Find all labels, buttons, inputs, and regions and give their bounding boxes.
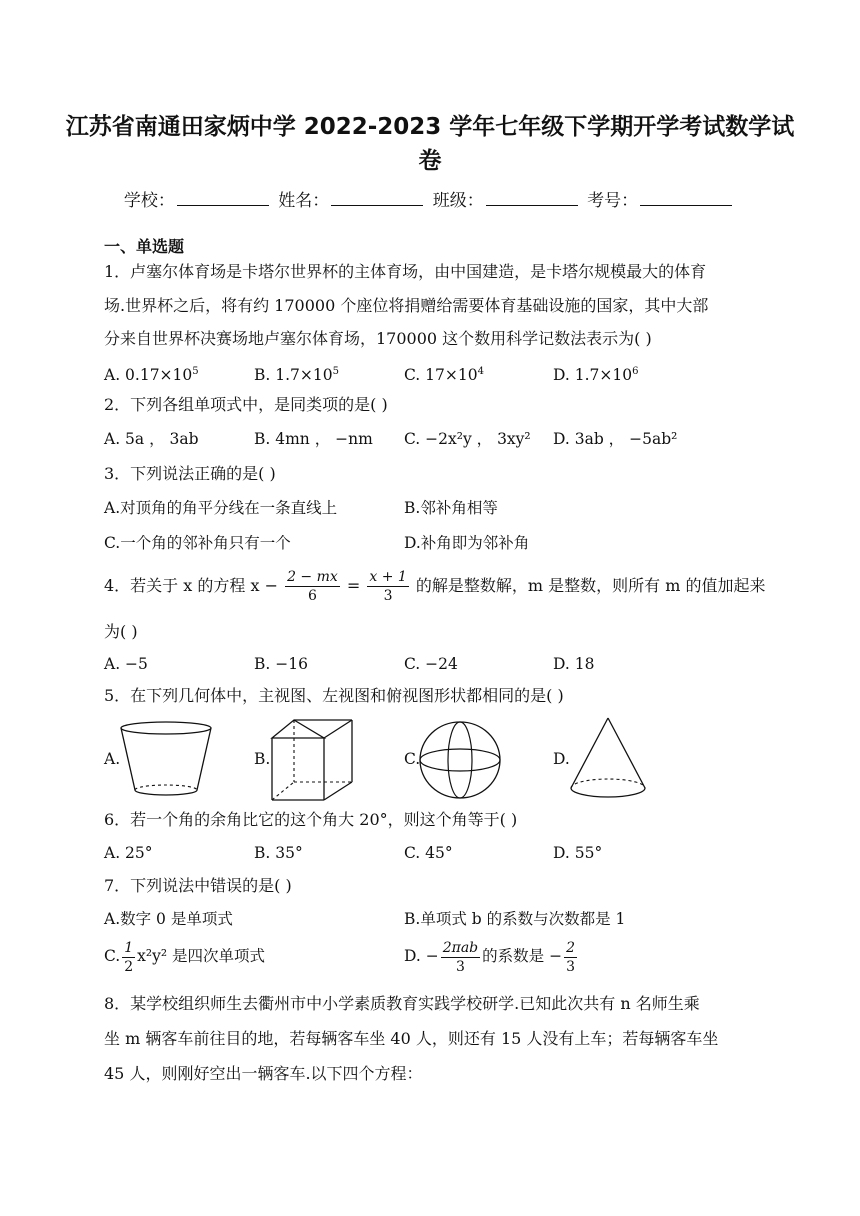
- q4-equals: =: [346, 576, 361, 595]
- exam-title-line-2: 卷: [418, 148, 442, 174]
- q4-option-d[interactable]: D. 18: [553, 655, 595, 673]
- q7-option-c-fraction: [122, 939, 135, 976]
- q4-fraction-2-numerator: x + 1: [369, 569, 407, 585]
- q2-stem: 2．下列各组单项式中，是同类项的是( ): [104, 395, 388, 414]
- q7-option-b[interactable]: B.单项式 b 的系数与次数都是 1: [404, 910, 626, 928]
- q3-option-d[interactable]: D.补角即为邻补角: [404, 534, 530, 552]
- q5-option-d[interactable]: D.: [553, 750, 570, 768]
- q3-option-a[interactable]: A.对顶角的角平分线在一条直线上: [104, 499, 338, 517]
- q8-stem-line-2: 坐 m 辆客车前往目的地，若每辆客车坐 40 人，则还有 15 人没有上车；若每辆客车坐: [104, 1029, 719, 1048]
- q4-stem-line-1: [104, 568, 766, 605]
- q1-option-d-exp: 6: [632, 366, 639, 377]
- q4-fraction-2-denominator: 3: [383, 588, 393, 604]
- q7-option-c-numerator: 1: [124, 939, 134, 956]
- q7-option-d[interactable]: [404, 938, 579, 976]
- q4-option-b[interactable]: B. −16: [254, 655, 308, 673]
- q1-option-b-exp: 5: [332, 366, 339, 377]
- q7-option-c-denominator: 2: [124, 958, 134, 975]
- q5-option-b[interactable]: B.: [254, 750, 271, 768]
- q8-stem-line-1: 8．某学校组织师生去衢州市中小学素质教育实践学校研学.已知此次共有 n 名师生乘: [104, 994, 700, 1013]
- class-blank[interactable]: [486, 191, 578, 206]
- exam-title-line-1: 江苏省南通田家炳中学 2022-2023 学年七年级下学期开学考试数学试: [65, 114, 795, 140]
- q2-option-a[interactable]: A. 5a ， 3ab: [104, 430, 199, 448]
- q7-option-d-fraction-1: [441, 939, 480, 976]
- q7-option-c[interactable]: [104, 938, 265, 976]
- q6-option-d[interactable]: D. 55°: [553, 844, 603, 862]
- q1-stem-line-1: 1．卢塞尔体育场是卡塔尔世界杯的主体育场，由中国建造，是卡塔尔规模最大的体育: [104, 262, 707, 281]
- q3-option-c[interactable]: C.一个角的邻补角只有一个: [104, 534, 291, 552]
- q6-option-b[interactable]: B. 35°: [254, 844, 303, 862]
- q7-option-d-text: 的系数是 −: [482, 947, 563, 965]
- q7-option-d-denominator-2: 3: [566, 958, 575, 975]
- q7-option-a[interactable]: A.数字 0 是单项式: [104, 910, 233, 928]
- q3-option-b[interactable]: B.邻补角相等: [404, 499, 498, 517]
- q4-stem-line-2: 为( ): [104, 622, 138, 641]
- q2-option-d[interactable]: D. 3ab ， −5ab²: [553, 430, 678, 448]
- cone-figure: [568, 716, 648, 802]
- q7-option-d-denominator-1: 3: [455, 958, 465, 975]
- student-info-row: [0, 186, 860, 211]
- triangular-prism-figure: [268, 718, 360, 802]
- q4-option-a[interactable]: A. −5: [104, 655, 148, 673]
- q5-option-a[interactable]: A.: [104, 750, 121, 768]
- q1-option-c-text: C. 17×10: [404, 366, 478, 385]
- q8-stem-line-3: 45 人，则刚好空出一辆客车.以下四个方程：: [104, 1064, 423, 1083]
- q1-option-d-text: D. 1.7×10: [553, 366, 633, 385]
- q2-option-c[interactable]: C. −2x²y ， 3xy²: [404, 430, 531, 448]
- q6-option-a[interactable]: A. 25°: [104, 844, 153, 862]
- q7-option-d-label: D. −: [404, 947, 439, 965]
- q5-option-c[interactable]: C.: [404, 750, 421, 768]
- q1-option-a[interactable]: [104, 362, 199, 385]
- q4-fraction-1: [285, 568, 340, 605]
- q1-option-c[interactable]: [404, 362, 484, 385]
- exam-number-label: 考号：: [587, 191, 639, 211]
- q7-option-d-numerator-2: 2: [566, 939, 575, 956]
- q1-option-b[interactable]: [254, 362, 339, 385]
- q1-stem-line-2: 场.世界杯之后，将有约 170000 个座位将捐赠给需要体育基础设施的国家，其中大部: [104, 296, 709, 315]
- q7-option-c-text: x²y² 是四次单项式: [137, 947, 266, 965]
- q4-stem-prefix: 4．若关于 x 的方程 x −: [104, 576, 278, 595]
- q1-option-b-text: B. 1.7×10: [254, 366, 333, 385]
- q6-stem: 6．若一个角的余角比它的这个角大 20°，则这个角等于( ): [104, 810, 518, 829]
- sphere-figure: [418, 720, 502, 800]
- q1-option-d[interactable]: [553, 362, 638, 385]
- school-label: 学校：: [123, 191, 175, 211]
- section-heading: 一、单选题: [104, 237, 185, 256]
- q1-option-a-exp: 5: [192, 366, 199, 377]
- name-blank[interactable]: [331, 191, 423, 206]
- q2-option-b[interactable]: B. 4mn ， −nm: [254, 430, 373, 448]
- q4-fraction-2: [367, 568, 408, 605]
- exam-number-blank[interactable]: [640, 191, 732, 206]
- q4-stem-suffix: 的解是整数解，m 是整数，则所有 m 的值加起来: [415, 576, 766, 595]
- q7-stem: 7．下列说法中错误的是( ): [104, 876, 292, 895]
- school-blank[interactable]: [177, 191, 269, 206]
- q6-option-c[interactable]: C. 45°: [404, 844, 453, 862]
- q1-stem-line-3: 分来自世界杯决赛场地卢塞尔体育场，170000 这个数用科学记数法表示为( ): [104, 329, 652, 348]
- class-label: 班级：: [432, 191, 484, 211]
- q4-fraction-1-denominator: 6: [307, 588, 317, 604]
- q7-option-c-label: C.: [104, 947, 121, 965]
- q3-stem: 3．下列说法正确的是( ): [104, 464, 276, 483]
- q1-option-a-text: A. 0.17×10: [104, 366, 193, 385]
- q4-option-c[interactable]: C. −24: [404, 655, 458, 673]
- q5-stem: 5．在下列几何体中，主视图、左视图和俯视图形状都相同的是( ): [104, 686, 564, 705]
- frustum-figure: [118, 720, 214, 798]
- q7-option-d-numerator-1: 2πab: [442, 939, 479, 956]
- q1-option-c-exp: 4: [477, 366, 484, 377]
- q4-fraction-1-numerator: 2 − mx: [287, 569, 338, 585]
- q7-option-d-fraction-2: [564, 939, 577, 976]
- name-label: 姓名：: [278, 191, 330, 211]
